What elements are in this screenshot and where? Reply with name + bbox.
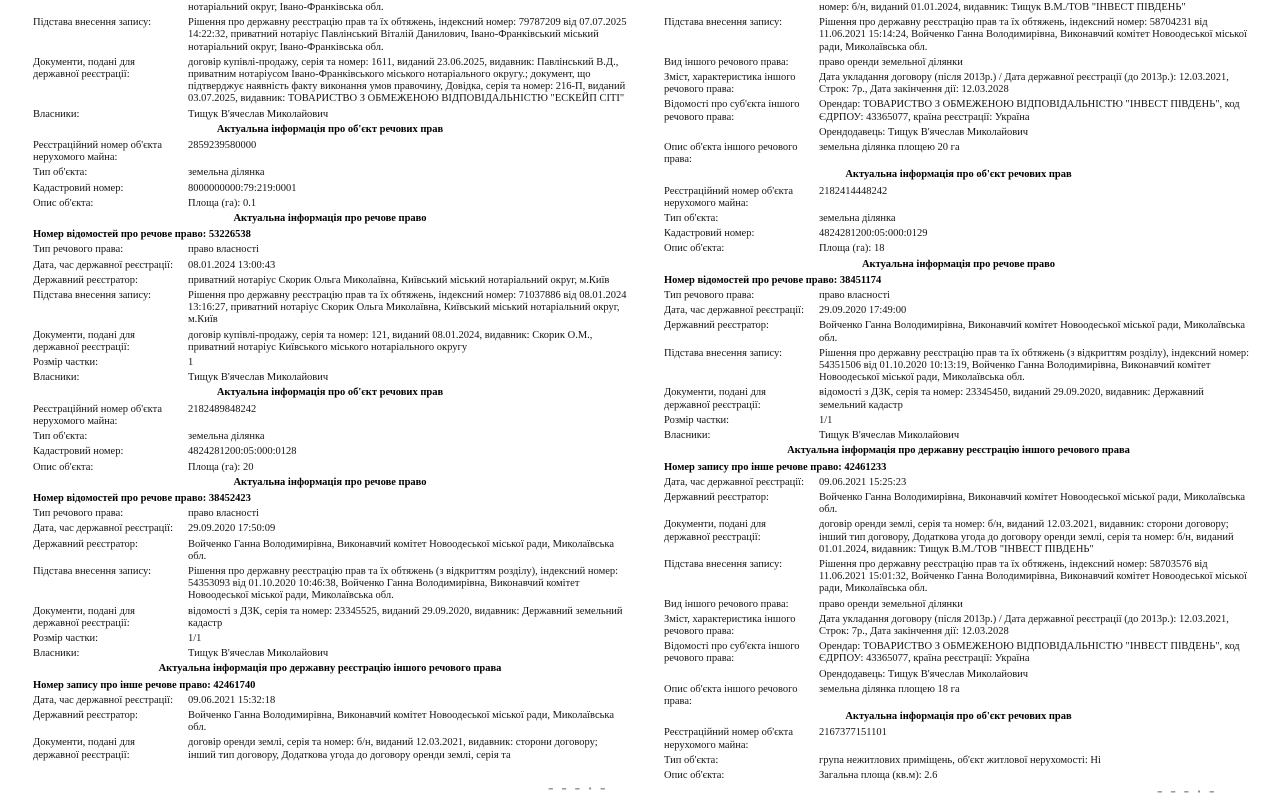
field-row <box>664 213 1253 225</box>
field-row <box>33 462 627 474</box>
field-row <box>33 109 627 121</box>
field-label: Підстава внесення запису: <box>33 290 152 302</box>
field-label: Дата, час державної реєстрації: <box>33 523 174 535</box>
field-row <box>664 17 1253 54</box>
field-row <box>33 357 627 369</box>
field-label: Підстава внесення запису: <box>664 347 783 359</box>
field-row <box>33 508 627 520</box>
field-label: Зміст, характеристика іншого речового права: <box>664 72 796 96</box>
field-label: Тип об'єкта: <box>33 431 88 443</box>
field-label: Документи, подані для державної реєстрації: <box>33 56 136 81</box>
field-label: Реєстраційний номер об'єкта нерухомого майна: <box>664 185 793 209</box>
field-label: Державний реєстратор: <box>664 320 769 332</box>
field-label: Документи, подані для державної реєстрації: <box>33 737 136 761</box>
field-row <box>664 72 1253 96</box>
field-row <box>664 770 1253 782</box>
field-value: Дата укладання договору (після 2013р.) / Дата державної реєстрації (до 2013р.): 12.03.2021, Строк: 7р., Дата закінчення дії: 12.03.2028 <box>819 613 1229 637</box>
field-value: відомості з ДЗК, серія та номер: 23345525, виданий 29.09.2020, видавник: Державний земельний кадастр <box>188 605 623 629</box>
field-value: договір оренди землі, серія та номер: б/н, виданий 12.03.2021, видавник: сторони договору; інший тип договору, Додаткова угода до договору оренди землі, серія та номер: б/н, виданий 01.01.2024, видавник: Тищук В.М./ТОВ "ІНВЕСТ ПІВДЕНЬ" <box>819 519 1234 555</box>
field-label: Кадастровий номер: <box>664 228 755 240</box>
field-row <box>33 606 627 630</box>
continuation-row <box>33 2 627 14</box>
field-row <box>664 415 1253 427</box>
section-header: Актуальна інформація про речове право <box>233 476 427 488</box>
field-value: договір купівлі-продажу, серія та номер: 1611, виданий 23.06.2025, видавник: Павлінський В.Д., приватним нотаріусом Івано-Франківського міського нотаріального округу.; документ, що підтверджує наявність факту виконання умов правочину, Довідка, серія та номер: 216-П, виданий 03.07.2025, видавник: ТОВАРИСТВО З ОБМЕЖЕНОЮ ВІДПОВІДАЛЬНІСТЮ "ЕСКЕЙП СІТІ" <box>188 56 626 105</box>
field-row <box>664 430 1253 442</box>
field-label: Власники: <box>33 108 80 120</box>
record-number-line: Номер відомостей про речове право: 38452423 <box>33 492 251 504</box>
field-row <box>33 648 627 660</box>
field-row <box>33 372 627 384</box>
field-value: 8000000000:79:219:0001 <box>188 182 297 194</box>
record-number-line: Номер відомостей про речове право: 53226538 <box>33 229 251 241</box>
document-column-right <box>664 2 1253 785</box>
field-value: 08.01.2024 13:00:43 <box>188 259 276 271</box>
field-value: Рішення про державну реєстрацію прав та їх обтяжень (з відкриттям розділу), індексний номер: 54351506 від 01.10.2020 10:13:19, Войченко Ганна Володимирівна, Виконавчий комітет Новоодеської міської ради, Миколаївська обл. <box>819 347 1250 384</box>
field-value: договір купівлі-продажу, серія та номер: 121, виданий 08.01.2024, видавник: Скорик О.М., приватний нотаріус Київського міського нотаріального округу <box>188 329 593 353</box>
field-label: Власники: <box>33 648 80 660</box>
field-value: право оренди земельної ділянки <box>819 598 963 610</box>
field-row <box>33 183 627 195</box>
field-label: Дата, час державної реєстрації: <box>33 694 174 706</box>
field-label: Власники: <box>664 430 711 442</box>
field-label: Опис об'єкта: <box>664 243 725 255</box>
field-label: Розмір частки: <box>33 632 99 644</box>
field-value: Орендар: ТОВАРИСТВО З ОБМЕЖЕНОЮ ВІДПОВІДАЛЬНІСТЮ "ІНВЕСТ ПІВДЕНЬ", код ЄДРПОУ: 43365077, країна реєстрації: Україна <box>819 641 1240 665</box>
field-row <box>33 695 627 707</box>
continuation-value: Орендодавець: Тищук В'ячеслав Миколайович <box>819 668 1029 680</box>
continuation-row <box>664 127 1253 139</box>
field-value: Тищук В'ячеслав Миколайович <box>188 648 329 660</box>
field-value: 1/1 <box>819 414 833 426</box>
field-label: Відомості про суб'єкта іншого речового права: <box>664 99 800 123</box>
field-label: Вид іншого речового права: <box>664 56 789 68</box>
field-row <box>33 330 627 354</box>
field-row <box>664 684 1253 708</box>
field-row <box>664 186 1253 210</box>
field-label: Державний реєстратор: <box>33 274 138 286</box>
field-value: договір оренди землі, серія та номер: б/н, виданий 12.03.2021, видавник: сторони договору; інший тип договору, Додаткова угода до договору оренди землі, серія та <box>188 737 598 761</box>
field-row <box>664 599 1253 611</box>
section-header: Актуальна інформація про державну реєстрацію іншого речового права <box>158 663 502 675</box>
field-row <box>664 727 1253 751</box>
field-row <box>33 167 627 179</box>
field-label: Опис об'єкта: <box>664 769 725 781</box>
field-value: 4824281200:05:000:0129 <box>819 228 928 240</box>
field-value: Войченко Ганна Володимирівна, Виконавчий комітет Новоодеської міської ради, Миколаївська обл. <box>188 538 614 562</box>
field-value: Площа (га): 18 <box>819 243 885 255</box>
field-label: Підстава внесення запису: <box>33 17 152 29</box>
field-label: Опис об'єкта іншого речового права: <box>664 683 798 707</box>
field-value: Рішення про державну реєстрацію прав та їх обтяжень, індексний номер: 71037886 від 08.01.2024 13:16:27, приватний нотаріус Скорик Ольга Миколаївна, Київський міський нотаріальний округ, м.Київ <box>188 290 627 326</box>
field-value: Рішення про державну реєстрацію прав та їх обтяжень (з відкриттям розділу), індексний номер: 54353093 від 01.10.2020 10:46:38, Войченко Ганна Володимирівна, Виконавчий комітет Новоодеської міської ради, Миколаївська обл. <box>188 565 619 602</box>
field-label: Опис об'єкта: <box>33 461 94 473</box>
field-value: 09.06.2021 15:32:18 <box>188 694 276 706</box>
field-row <box>33 17 627 54</box>
field-row <box>33 523 627 535</box>
field-row <box>33 737 627 761</box>
section-header: Актуальна інформація про об'єкт речових прав <box>845 169 1072 181</box>
field-value: відомості з ДЗК, серія та номер: 23345450, виданий 29.09.2020, видавник: Державний земельний кадастр <box>819 387 1204 411</box>
field-row <box>664 305 1253 317</box>
field-value: 1/1 <box>188 632 202 644</box>
field-label: Тип речового права: <box>33 244 124 256</box>
field-label: Дата, час державної реєстрації: <box>664 305 805 317</box>
field-value: Войченко Ганна Володимирівна, Виконавчий комітет Новоодеської міської ради, Миколаївська обл. <box>819 491 1245 516</box>
field-row <box>664 559 1253 596</box>
record-number-line: Номер запису про інше речове право: 42461233 <box>664 461 887 473</box>
field-label: Документи, подані для державної реєстрації: <box>664 387 767 411</box>
section-header: Актуальна інформація про об'єкт речових прав <box>216 123 444 135</box>
field-label: Тип речового права: <box>33 508 124 520</box>
field-label: Документи, подані для державної реєстрації: <box>33 329 136 353</box>
cut-off-stamp-artifact-right: – – – · – <box>1157 785 1217 798</box>
field-label: Розмір частки: <box>33 357 99 369</box>
field-value: земельна ділянка <box>188 431 265 443</box>
field-value: 2182414448242 <box>819 185 888 197</box>
field-value: Площа (га): 0.1 <box>188 197 257 209</box>
field-value: Рішення про державну реєстрацію прав та їх обтяжень, індексний номер: 79787209 від 07.07.2025 14:22:32, приватний нотаріус Павлінський Віталій Данилович, Івано-Франківський міський нотаріальний округ, Івано-Франківська обл. <box>188 17 627 53</box>
field-row <box>664 641 1253 665</box>
field-label: Підстава внесення запису: <box>664 558 783 570</box>
field-value: Загальна площа (кв.м): 2.6 <box>819 769 938 781</box>
section-header: Актуальна інформація про об'єкт речових прав <box>845 711 1072 723</box>
field-value: Войченко Ганна Володимирівна, Виконавчий комітет Новоодеської міської ради, Миколаївська обл. <box>188 709 614 734</box>
field-value: право власності <box>188 244 259 256</box>
field-label: Зміст, характеристика іншого речового права: <box>664 613 796 637</box>
field-row <box>33 290 627 327</box>
field-row <box>664 614 1253 638</box>
field-row <box>33 198 627 210</box>
field-row <box>664 243 1253 255</box>
field-row <box>33 275 627 287</box>
document-column-left <box>33 2 627 765</box>
field-label: Тип речового права: <box>664 290 755 302</box>
field-value: земельна ділянка площею 18 га <box>819 683 960 695</box>
record-number-line: Номер відомостей про речове право: 38451174 <box>664 274 882 286</box>
section-header: Актуальна інформація про об'єкт речових прав <box>216 387 444 399</box>
field-label: Розмір частки: <box>664 414 730 426</box>
field-label: Дата, час державної реєстрації: <box>664 476 805 488</box>
field-label: Вид іншого речового права: <box>664 598 789 610</box>
field-row <box>664 387 1253 411</box>
field-value: група нежитлових приміщень, об'єкт житлової нерухомості: Ні <box>819 754 1101 766</box>
field-value: 1 <box>188 357 194 369</box>
cut-off-stamp-artifact-left: – – – · – <box>548 782 608 795</box>
field-value: приватний нотаріус Скорик Ольга Миколаївна, Київський міський нотаріальний округ, м.Київ <box>188 274 610 286</box>
field-value: Площа (га): 20 <box>188 461 254 473</box>
field-label: Документи, подані для державної реєстрації: <box>664 519 767 543</box>
field-value: земельна ділянка площею 20 га <box>819 142 960 154</box>
record-number-line: Номер запису про інше речове право: 42461740 <box>33 679 256 691</box>
continuation-value: Орендодавець: Тищук В'ячеслав Миколайович <box>819 126 1029 138</box>
field-label: Опис об'єкта іншого речового права: <box>664 142 798 166</box>
field-row <box>664 492 1253 516</box>
field-row <box>33 633 627 645</box>
field-label: Реєстраційний номер об'єкта нерухомого майна: <box>33 140 162 164</box>
field-row <box>33 57 627 106</box>
field-row <box>664 99 1253 123</box>
field-value: право власності <box>819 290 890 302</box>
field-label: Державний реєстратор: <box>664 491 769 503</box>
field-value: Рішення про державну реєстрацію прав та їх обтяжень, індексний номер: 58703576 від 11.06.2021 15:01:32, Войченко Ганна Володимирівна, Виконавчий комітет Новоодеської міської ради, Миколаївська обл. <box>819 558 1247 595</box>
field-label: Кадастровий номер: <box>33 182 124 194</box>
continuation-value: нотаріальний округ, Івано-Франківська обл. <box>188 2 384 13</box>
field-row <box>664 228 1253 240</box>
field-row <box>33 404 627 428</box>
field-row <box>664 320 1253 344</box>
continuation-row <box>664 2 1253 14</box>
field-row <box>33 244 627 256</box>
section-header: Актуальна інформація про речове право <box>233 213 427 225</box>
field-row <box>664 57 1253 69</box>
field-label: Реєстраційний номер об'єкта нерухомого майна: <box>33 403 162 427</box>
field-value: 29.09.2020 17:50:09 <box>188 523 276 535</box>
field-value: Дата укладання договору (після 2013р.) / Дата державної реєстрації (до 2013р.): 12.03.2021, Строк: 7р., Дата закінчення дії: 12.03.2028 <box>819 72 1229 96</box>
field-value: земельна ділянка <box>819 213 896 225</box>
field-row <box>33 431 627 443</box>
field-value: право оренди земельної ділянки <box>819 56 963 68</box>
field-label: Підстава внесення запису: <box>33 565 152 577</box>
field-value: Тищук В'ячеслав Миколайович <box>188 372 329 384</box>
continuation-row <box>664 669 1253 681</box>
field-value: 29.09.2020 17:49:00 <box>819 305 907 317</box>
section-header: Актуальна інформація про державну реєстрацію іншого речового права <box>787 445 1130 457</box>
field-label: Документи, подані для державної реєстрації: <box>33 605 136 629</box>
section-header: Актуальна інформація про речове право <box>861 258 1056 270</box>
field-label: Дата, час державної реєстрації: <box>33 259 174 271</box>
field-row <box>33 446 627 458</box>
field-row <box>33 140 627 164</box>
field-row <box>664 755 1253 767</box>
field-value: Орендар: ТОВАРИСТВО З ОБМЕЖЕНОЮ ВІДПОВІДАЛЬНІСТЮ "ІНВЕСТ ПІВДЕНЬ", код ЄДРПОУ: 43365077, країна реєстрації: Україна <box>819 99 1240 123</box>
field-value: Тищук В'ячеслав Миколайович <box>819 430 960 442</box>
field-label: Тип об'єкта: <box>664 754 719 766</box>
field-label: Опис об'єкта: <box>33 197 94 209</box>
field-label: Кадастровий номер: <box>33 446 124 458</box>
field-label: Підстава внесення запису: <box>664 17 783 29</box>
field-row <box>33 566 627 603</box>
field-value: 2167377151101 <box>819 727 887 739</box>
field-row <box>664 290 1253 302</box>
field-value: 2182489848242 <box>188 403 257 415</box>
field-row <box>33 710 627 734</box>
field-row <box>33 539 627 563</box>
field-label: Тип об'єкта: <box>33 167 88 179</box>
field-label: Державний реєстратор: <box>33 709 138 721</box>
continuation-value: номер: б/н, виданий 01.01.2024, видавник: Тищук В.М./ТОВ "ІНВЕСТ ПІВДЕНЬ" <box>819 2 1186 13</box>
field-label: Державний реєстратор: <box>33 538 138 550</box>
field-row <box>664 142 1253 166</box>
field-value: Рішення про державну реєстрацію прав та їх обтяжень, індексний номер: 58704231 від 11.06.2021 15:14:24, Войченко Ганна Володимирівна, Виконавчий комітет Новоодеської міської ради, Миколаївська обл. <box>819 17 1247 53</box>
field-row <box>33 260 627 272</box>
field-value: 09.06.2021 15:25:23 <box>819 476 907 488</box>
field-label: Відомості про суб'єкта іншого речового права: <box>664 641 800 665</box>
field-label: Власники: <box>33 372 80 384</box>
field-label: Реєстраційний номер об'єкта нерухомого майна: <box>664 727 793 751</box>
field-row <box>664 348 1253 385</box>
field-value: Войченко Ганна Володимирівна, Виконавчий комітет Новоодеської міської ради, Миколаївська обл. <box>819 320 1245 344</box>
field-value: Тищук В'ячеслав Миколайович <box>188 108 329 120</box>
field-row <box>664 519 1253 556</box>
field-value: 4824281200:05:000:0128 <box>188 446 297 458</box>
field-row <box>664 477 1253 489</box>
field-value: земельна ділянка <box>188 167 265 179</box>
field-value: 2859239580000 <box>188 140 257 152</box>
field-label: Тип об'єкта: <box>664 213 719 225</box>
field-value: право власності <box>188 508 259 520</box>
